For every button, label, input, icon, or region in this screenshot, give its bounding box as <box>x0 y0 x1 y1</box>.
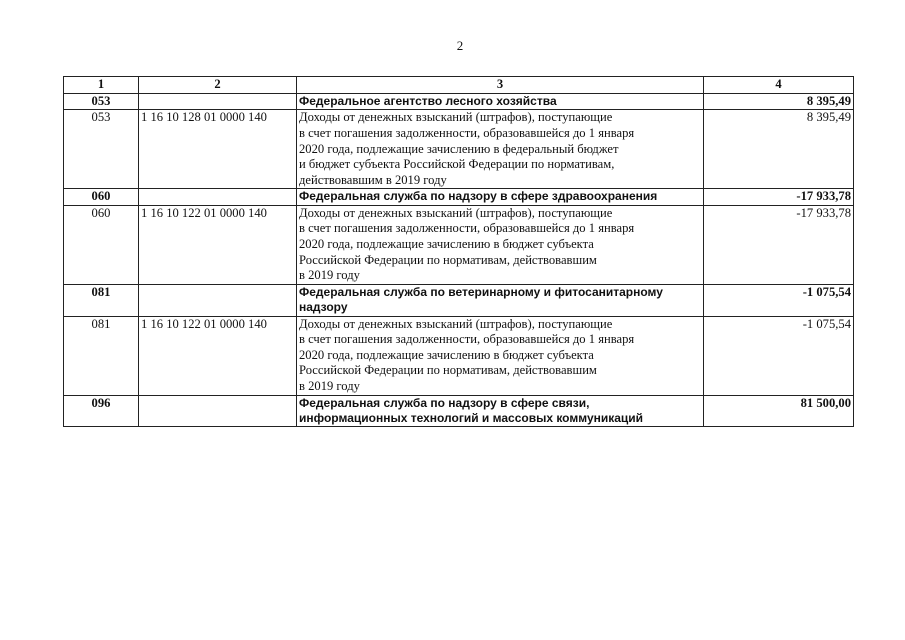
description-line: в счет погашения задолженности, образовавшейся до 1 января <box>299 332 635 347</box>
organization-name <box>297 395 704 427</box>
description-line: в счет погашения задолженности, образовавшейся до 1 января <box>299 221 635 236</box>
description-line: в 2019 году <box>299 268 360 283</box>
amount: 8 395,49 <box>704 94 854 110</box>
organization-name: Федеральная служба по надзору в сфере здравоохранения <box>297 189 704 205</box>
description-line: и бюджет субъекта Российской Федерации по нормативам, <box>299 157 615 172</box>
admin-code: 053 <box>64 94 139 110</box>
organization-name: Федеральное агентство лесного хозяйства <box>297 94 704 110</box>
amount: -17 933,78 <box>704 189 854 205</box>
amount: 8 395,49 <box>704 110 854 189</box>
name-line: Федеральная служба по надзору в сфере связи, <box>299 395 590 410</box>
description-line: в счет погашения задолженности, образовавшейся до 1 января <box>299 126 635 140</box>
description-line: действовавшим в 2019 году <box>299 172 447 187</box>
budget-classification-code: 1 16 10 122 01 0000 140 <box>139 205 297 284</box>
budget-classification-code <box>139 395 297 427</box>
table-row-detail <box>64 110 854 189</box>
budget-classification-code <box>139 189 297 205</box>
revenue-description <box>297 110 704 189</box>
table-row-org <box>64 395 854 427</box>
amount: -1 075,54 <box>704 284 854 316</box>
budget-classification-code <box>139 94 297 110</box>
description-line: 2020 года, подлежащие зачислению в бюджет субъекта <box>299 236 594 251</box>
description-line: Доходы от денежных взысканий (штрафов), поступающие <box>299 110 613 125</box>
table-row-org <box>64 284 854 316</box>
header-col-3: 3 <box>297 77 704 94</box>
description-line: в 2019 году <box>299 378 360 393</box>
table-row-detail <box>64 205 854 284</box>
budget-classification-code: 1 16 10 128 01 0000 140 <box>139 110 297 189</box>
table-row-org <box>64 189 854 205</box>
name-line: Федеральная служба по ветеринарному и фитосанитарному <box>299 284 663 299</box>
header-col-2: 2 <box>139 77 297 94</box>
description-line: 2020 года, подлежащие зачислению в бюджет субъекта <box>299 347 594 362</box>
amount: -1 075,54 <box>704 316 854 395</box>
admin-code: 096 <box>64 395 139 427</box>
admin-code: 081 <box>64 316 139 395</box>
admin-code: 053 <box>64 110 139 189</box>
budget-table <box>63 76 854 427</box>
admin-code: 081 <box>64 284 139 316</box>
name-line: информационных технологий и массовых коммуникаций <box>299 410 644 425</box>
description-line: 2020 года, подлежащие зачислению в федеральный бюджет <box>299 141 619 156</box>
page-number: 2 <box>456 38 464 53</box>
budget-classification-code <box>139 284 297 316</box>
amount: -17 933,78 <box>704 205 854 284</box>
admin-code: 060 <box>64 189 139 205</box>
header-col-4: 4 <box>704 77 854 94</box>
table-row-org <box>64 94 854 110</box>
revenue-description <box>297 316 704 395</box>
name-line: надзору <box>299 300 348 315</box>
header-col-1: 1 <box>64 77 139 94</box>
admin-code: 060 <box>64 205 139 284</box>
organization-name <box>297 284 704 316</box>
description-line: Российской Федерации по нормативам, действовавшим <box>299 363 597 378</box>
table-row-detail <box>64 316 854 395</box>
description-line: Доходы от денежных взысканий (штрафов), поступающие <box>299 205 613 220</box>
amount: 81 500,00 <box>704 395 854 427</box>
description-line: Российской Федерации по нормативам, действовавшим <box>299 252 597 267</box>
revenue-description <box>297 205 704 284</box>
description-line: Доходы от денежных взысканий (штрафов), поступающие <box>299 316 613 331</box>
table-header-row <box>64 77 854 94</box>
budget-classification-code: 1 16 10 122 01 0000 140 <box>139 316 297 395</box>
